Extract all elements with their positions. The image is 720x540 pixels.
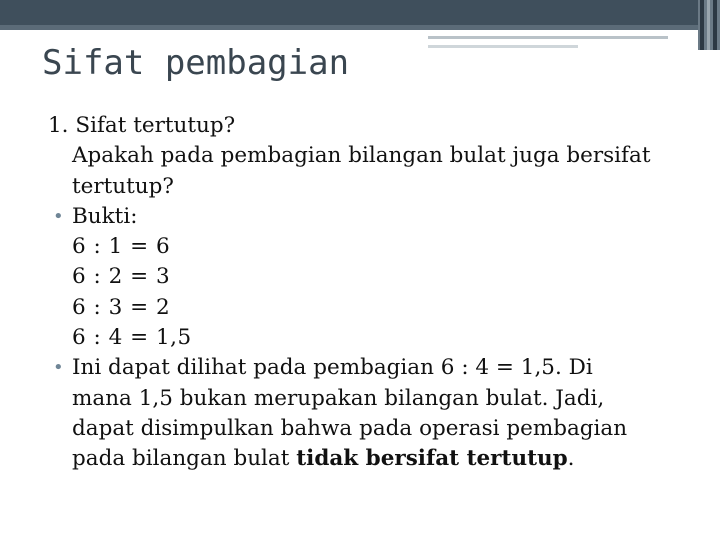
section-heading: 1. Sifat tertutup? bbox=[48, 113, 236, 138]
conclusion-period: . bbox=[567, 446, 575, 472]
stripe bbox=[700, 0, 704, 50]
equation: 6 : 2 = 3 bbox=[72, 264, 171, 290]
conclusion-line: mana 1,5 bukan merupakan bilangan bulat. Jadi, bbox=[72, 385, 605, 411]
equation: 6 : 4 = 1,5 bbox=[72, 325, 192, 351]
stripe bbox=[707, 0, 710, 50]
header-light-line-short bbox=[428, 45, 578, 48]
equation: 6 : 3 = 2 bbox=[72, 294, 171, 320]
conclusion-bullet: • Ini dapat dilihat pada pembagian 6 : 4 = 1,5. Di bbox=[48, 353, 708, 383]
header-light-line bbox=[428, 36, 668, 39]
conclusion-line: dapat disimpulkan bahwa pada operasi pembagian bbox=[72, 415, 628, 441]
slide-body bbox=[48, 111, 708, 475]
conclusion-text: pada bilangan bulat bbox=[72, 446, 297, 472]
question-line: tertutup? bbox=[72, 173, 174, 199]
header-dark-band bbox=[0, 0, 720, 25]
header-right-stripes bbox=[698, 0, 720, 50]
equation: 6 : 1 = 6 bbox=[72, 234, 171, 260]
header-accent-band bbox=[0, 25, 720, 30]
conclusion-line bbox=[48, 444, 708, 474]
question-line: Apakah pada pembagian bilangan bulat juga bersifat bbox=[72, 143, 651, 169]
stripe bbox=[713, 0, 717, 50]
conclusion-emphasis: tidak bersifat tertutup bbox=[296, 446, 568, 472]
slide-title: Sifat pembagian bbox=[42, 43, 350, 83]
proof-bullet: • Bukti: bbox=[48, 202, 708, 232]
